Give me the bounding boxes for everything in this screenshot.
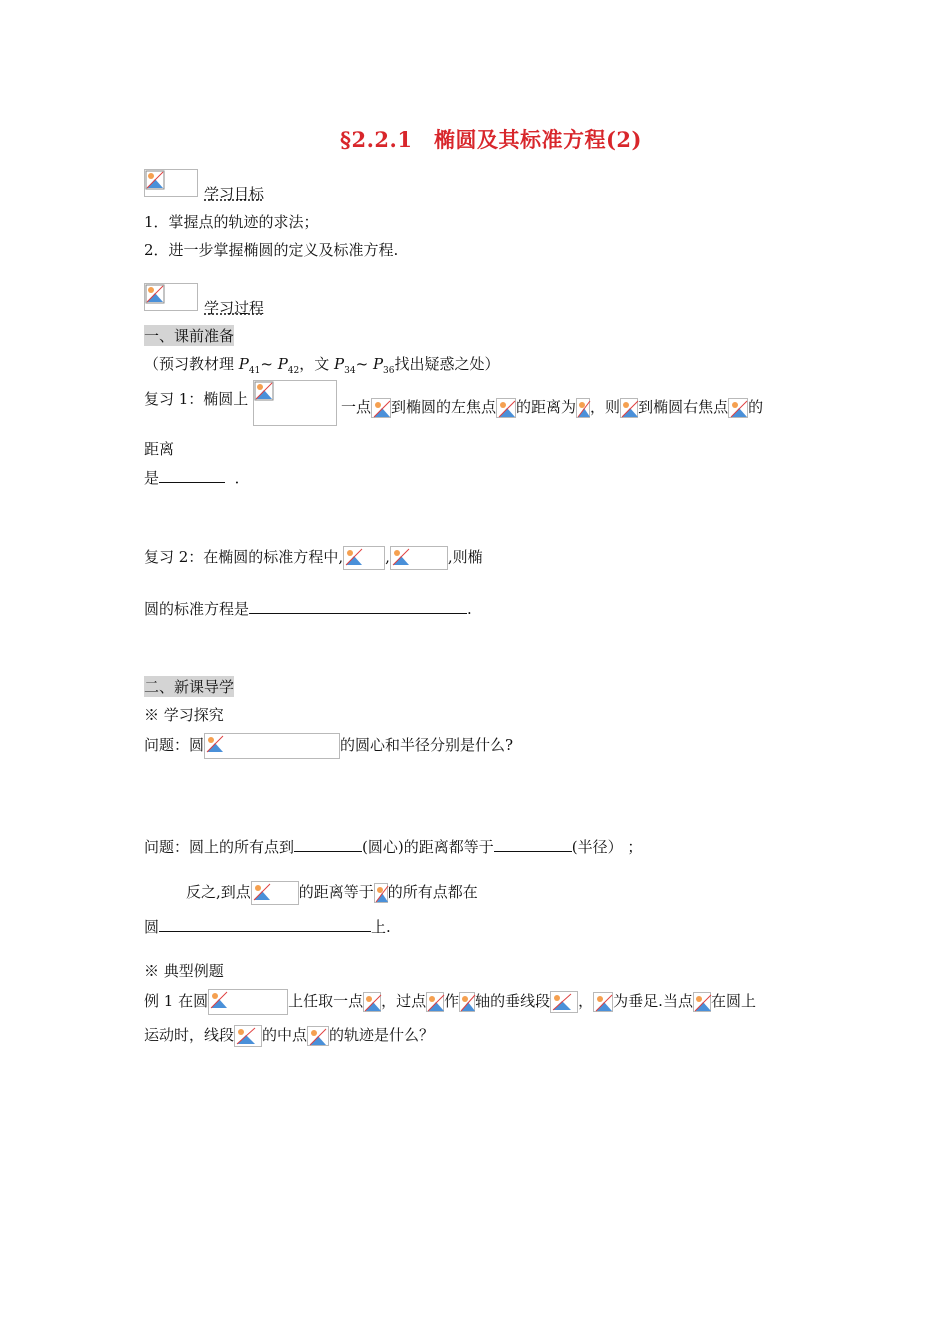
formula-image-icon [390, 546, 448, 570]
preview-suffix: 找出疑惑之处） [394, 355, 500, 373]
broken-image-icon [144, 283, 198, 311]
formula-image-icon [593, 992, 613, 1012]
goals-heading-icon [144, 169, 198, 197]
formula-image-icon [204, 733, 340, 759]
formula-image-icon [363, 992, 381, 1012]
preview-s1: 41 [248, 366, 261, 376]
ex1-text-f: ， [578, 992, 594, 1010]
formula-image-icon [251, 881, 299, 905]
review-1-line-cont [341, 396, 763, 418]
formula-image-icon [371, 398, 391, 418]
review2-text-b: ,则椭 [447, 548, 483, 566]
preview-tilde1: ~ [260, 355, 273, 373]
converse-line2 [144, 916, 391, 937]
page-title: §2.2.1 椭圆及其标准方程(2) [340, 127, 642, 152]
ex1-line2-a: 运动时，线段 [144, 1026, 235, 1044]
formula-image-icon [496, 398, 516, 418]
ex1-line2-c: 的轨迹是什么？ [329, 1026, 435, 1044]
converse2-text-a: 圆 [144, 918, 160, 936]
review1-line3-a: 是 [144, 469, 160, 487]
formula-image-icon [307, 1026, 329, 1046]
examples-heading: ※ 典型例题 [144, 962, 224, 980]
q2-text-c: (半径） ； [571, 838, 643, 856]
preview-s4: 36 [383, 366, 395, 376]
ex1-text-c: ，过点 [381, 992, 427, 1010]
ex1-text-h: 在圆上 [710, 992, 756, 1010]
question-1-line [144, 733, 513, 759]
formula-image-icon [343, 546, 385, 570]
goal-item-1: 1．掌握点的轨迹的求法； [144, 213, 319, 231]
ex1-text-e: 轴的垂线段 [475, 992, 551, 1010]
ex1-text-b: 上任取一点 [288, 992, 364, 1010]
converse-line [186, 881, 478, 905]
goals-heading: 学习目标 [204, 185, 265, 203]
converse-text-a: 反之,到点 [186, 883, 251, 901]
q2-text-b: (圆心)的距离都等于 [362, 838, 494, 856]
review-1-line [144, 380, 337, 426]
section-2-heading: 二、新课导学 [144, 678, 235, 696]
preview-p2: P [277, 355, 288, 373]
preview-p3: P [334, 355, 345, 373]
process-heading: 学习过程 [204, 299, 265, 317]
converse2-text-b: 上. [371, 918, 391, 936]
goal-item-2: 2．进一步掌握椭圆的定义及标准方程. [144, 241, 399, 259]
example-1-line [144, 989, 756, 1015]
review1-text-d: 的距离为 [516, 398, 577, 416]
review2-line2 [144, 598, 472, 619]
example-1-line2 [144, 1024, 434, 1047]
review1-text-f: 到椭圆右焦点 [638, 398, 729, 416]
ex1-text-g: 为垂足.当点 [613, 992, 693, 1010]
review2-line2-a: 圆的标准方程是 [144, 600, 250, 618]
formula-image-icon [576, 398, 590, 418]
formula-image-icon [459, 992, 475, 1012]
ex1-line2-b: 的中点 [262, 1026, 308, 1044]
ex1-text-d: 作 [444, 992, 460, 1010]
preview-tilde2: ~ [355, 355, 369, 373]
formula-image-icon [620, 398, 638, 418]
answer-blank[interactable] [159, 468, 225, 483]
answer-blank[interactable] [494, 837, 572, 852]
preview-p1: P [238, 355, 249, 373]
formula-image-icon [728, 398, 748, 418]
preview-s2: 42 [287, 366, 300, 376]
formula-image-icon [208, 989, 288, 1015]
answer-blank[interactable] [294, 837, 362, 852]
process-heading-icon [144, 283, 198, 311]
review1-text-e: ，则 [590, 398, 621, 416]
review-2-line [144, 546, 483, 570]
review1-text-a: 复习 1：椭圆上 [144, 390, 249, 408]
converse-text-b: 的距离等于 [298, 883, 374, 901]
question-2-line [144, 836, 642, 857]
preview-line [144, 353, 500, 376]
explore-heading: ※ 学习探究 [144, 706, 224, 724]
review2-line2-b: . [467, 600, 472, 618]
formula-image-icon [426, 992, 444, 1012]
review1-text-g: 的 [748, 398, 764, 416]
preview-mid: ，文 [299, 355, 330, 373]
preview-p4: P [372, 355, 384, 373]
formula-image-icon [253, 380, 337, 426]
formula-image-icon [693, 992, 711, 1012]
review1-text-c: 到椭圆的左焦点 [391, 398, 497, 416]
review1-line3-b: ． [234, 469, 250, 487]
review1-line2: 距离 [144, 440, 175, 458]
converse-text-c: 的所有点都在 [387, 883, 478, 901]
broken-image-icon [144, 169, 198, 197]
review2-text-a: 复习 2：在椭圆的标准方程中, [144, 548, 344, 566]
review2-comma: , [385, 548, 390, 566]
answer-blank[interactable] [159, 917, 371, 932]
ex1-text-a: 例 1 在圆 [144, 992, 209, 1010]
formula-image-icon [374, 883, 388, 903]
preview-s3: 34 [344, 366, 356, 376]
q1-text-a: 问题：圆 [144, 736, 205, 754]
formula-image-icon [234, 1025, 262, 1047]
q2-text-a: 问题：圆上的所有点到 [144, 838, 295, 856]
answer-blank[interactable] [249, 599, 467, 614]
preview-prefix: （预习教材理 [144, 355, 235, 373]
q1-text-b: 的圆心和半径分别是什么? [340, 736, 514, 754]
review1-line3 [144, 467, 250, 488]
formula-image-icon [550, 991, 578, 1013]
section-1-heading: 一、课前准备 [144, 327, 235, 345]
review1-text-b: 一点 [341, 398, 372, 416]
